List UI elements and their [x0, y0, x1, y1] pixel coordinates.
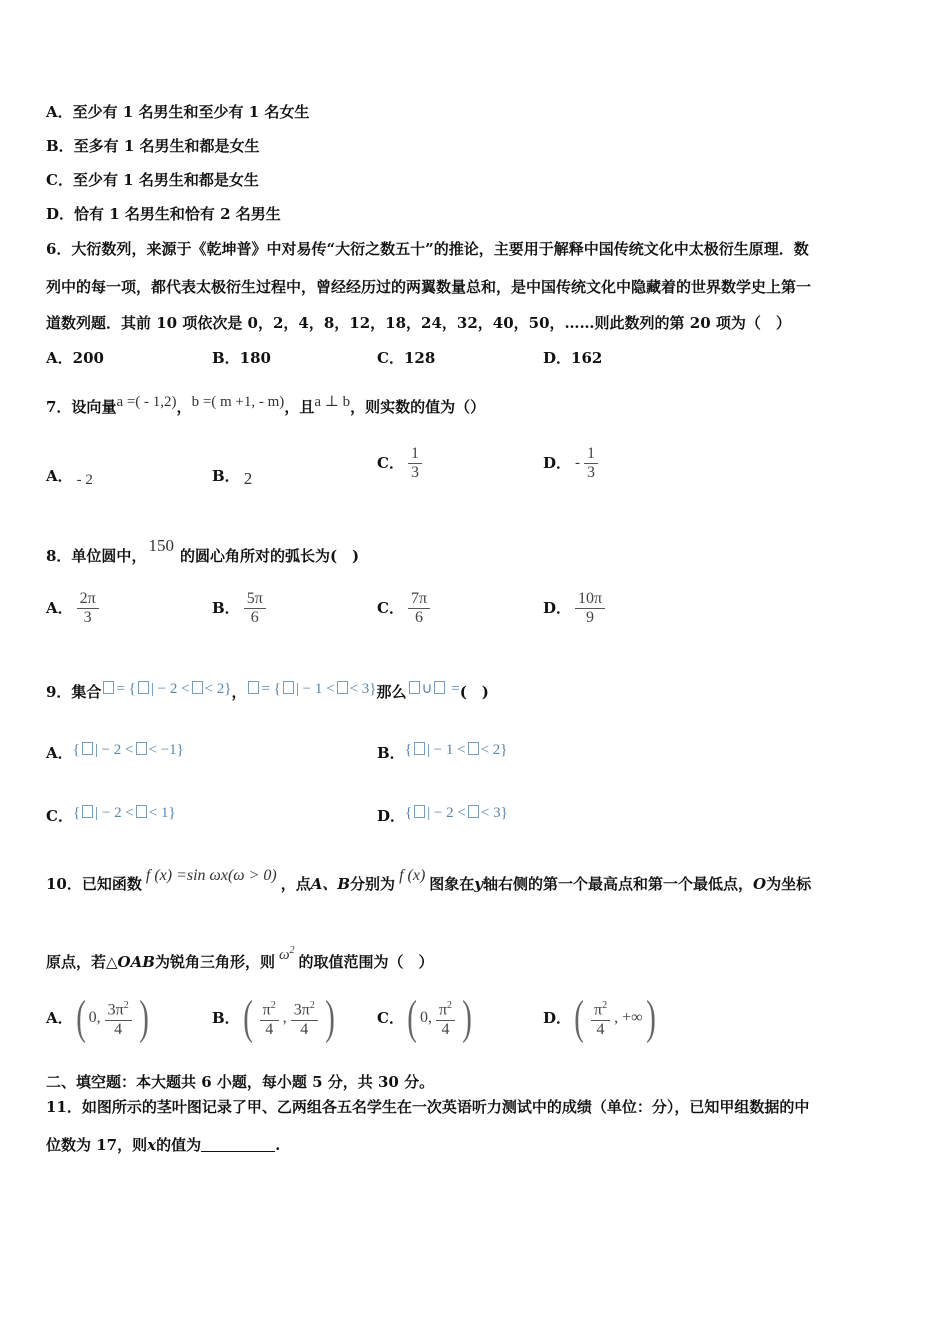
q10-option-c: C． ( 0, $\frac{\pi^2}{4}$ ): [377, 991, 472, 1044]
q8-angle: 150: [148, 536, 174, 555]
q7-sep2: ，且: [284, 398, 315, 416]
q8-option-d: D． $\frac{10\pi}{9}$: [543, 585, 609, 631]
q10-function: f (x) =sin ωx(ω > 0): [145, 867, 277, 884]
q9-set-a: = { | − 2 < < 2}: [101, 681, 231, 697]
q6-option-b: B．180: [212, 349, 271, 367]
q10-option-b: B． ( $\frac{\pi^2}{4}$ , $\frac{3\pi^2}{4}$ ): [212, 991, 335, 1044]
q11-stem-line2: 位数为 17，则x的值为 .: [46, 1136, 281, 1154]
q10-omega-squared: $\omega^2$: [278, 945, 295, 963]
q7-option-a: A． - 2: [46, 467, 93, 488]
q9-option-a: A．{ | − 2 < < −1}: [46, 742, 184, 762]
q7-option-b: B． 2: [212, 467, 253, 488]
q6-option-a: A．200: [46, 349, 104, 367]
q7-option-d: D． - $\frac{1}{3}$: [543, 440, 602, 486]
q8-option-a: A． $\frac{2\pi}{3}$: [46, 585, 103, 631]
q11-stem-line1: 11．如图所示的茎叶图记录了甲、乙两组各五名学生在一次英语听力测试中的成绩（单位：分），已知甲组数据的中: [46, 1098, 810, 1116]
q6-option-c: C．128: [377, 349, 436, 367]
q7-sep1: ，: [176, 398, 192, 416]
q10-stem-line2: 原点，若△OAB为锐角三角形，则 $\omega^2$的取值范围为（ ）: [46, 945, 434, 971]
q9-union: ∪ =: [407, 681, 460, 697]
q7-prefix: 7．设向量: [46, 398, 117, 416]
q7-stem: [46, 392, 485, 417]
q5-option-d: D．恰有 1 名男生和恰有 2 名男生: [46, 205, 281, 223]
q9-option-c: C．{ | − 2 < < 1}: [46, 805, 176, 825]
q10-option-a: A． ( 0, $\frac{3\pi^2}{4}$ ): [46, 991, 149, 1044]
q6-option-d: D．162: [543, 349, 603, 367]
q6-stem-line3: 道数列题．其前 10 项依次是 0，2，4，8，12，18，24，32，40，50，……则此数列的第 20 项为（ ）: [46, 314, 791, 332]
q9-stem: 9．集合 = { | − 2 < < 2}， = { | − 1 < < 3}那么 ∪ =( ): [46, 681, 489, 701]
q7-suffix: ，则实数的值为（）: [350, 398, 486, 416]
q6-stem-line2: 列中的每一项，都代表太极衍生过程中，曾经经历过的两翼数量总和，是中国传统文化中隐藏着的世界数学史上第一: [46, 278, 812, 296]
q7-vector-a: a =( - 1,2): [116, 394, 177, 410]
q9-option-d: D．{ | − 2 < < 3}: [377, 805, 508, 825]
q8-option-b: B． $\frac{5\pi}{6}$: [212, 585, 270, 631]
q9-set-b: = { | − 1 < < 3}: [246, 681, 376, 697]
q5-option-c: C．至少有 1 名男生和都是女生: [46, 171, 259, 189]
q7-option-c: C． $\frac{1}{3}$: [377, 440, 426, 486]
section2-heading: 二、填空题：本大题共 6 小题，每小题 5 分，共 30 分。: [46, 1073, 435, 1091]
q5-option-a: A．至少有 1 名男生和至少有 1 名女生: [46, 103, 310, 121]
q10-option-d: D． ( $\frac{\pi^2}{4}$ , +∞ ): [543, 991, 656, 1044]
q11-answer-blank[interactable]: [201, 1137, 275, 1152]
q10-stem-line1: 10．已知函数 f (x) =sin ωx(ω > 0) ，点A、B分别为 f (x) 图象在y轴右侧的第一个最高点和第一个最低点，O为坐标: [46, 867, 812, 893]
q7-vector-b: b =( m +1, - m): [191, 394, 285, 410]
q7-perpendicular: a ⊥ b: [314, 394, 351, 410]
q8-stem: 8．单位圆中，150的圆心角所对的弧长为( ): [46, 536, 360, 565]
q8-option-c: C． $\frac{7\pi}{6}$: [377, 585, 434, 631]
q5-option-b: B．至多有 1 名男生和都是女生: [46, 137, 260, 155]
q6-stem-line1: 6．大衍数列，来源于《乾坤普》中对易传“大衍之数五十”的推论，主要用于解释中国传统文化中太极衍生原理．数: [46, 240, 809, 258]
q9-option-b: B．{ | − 1 < < 2}: [377, 742, 508, 762]
